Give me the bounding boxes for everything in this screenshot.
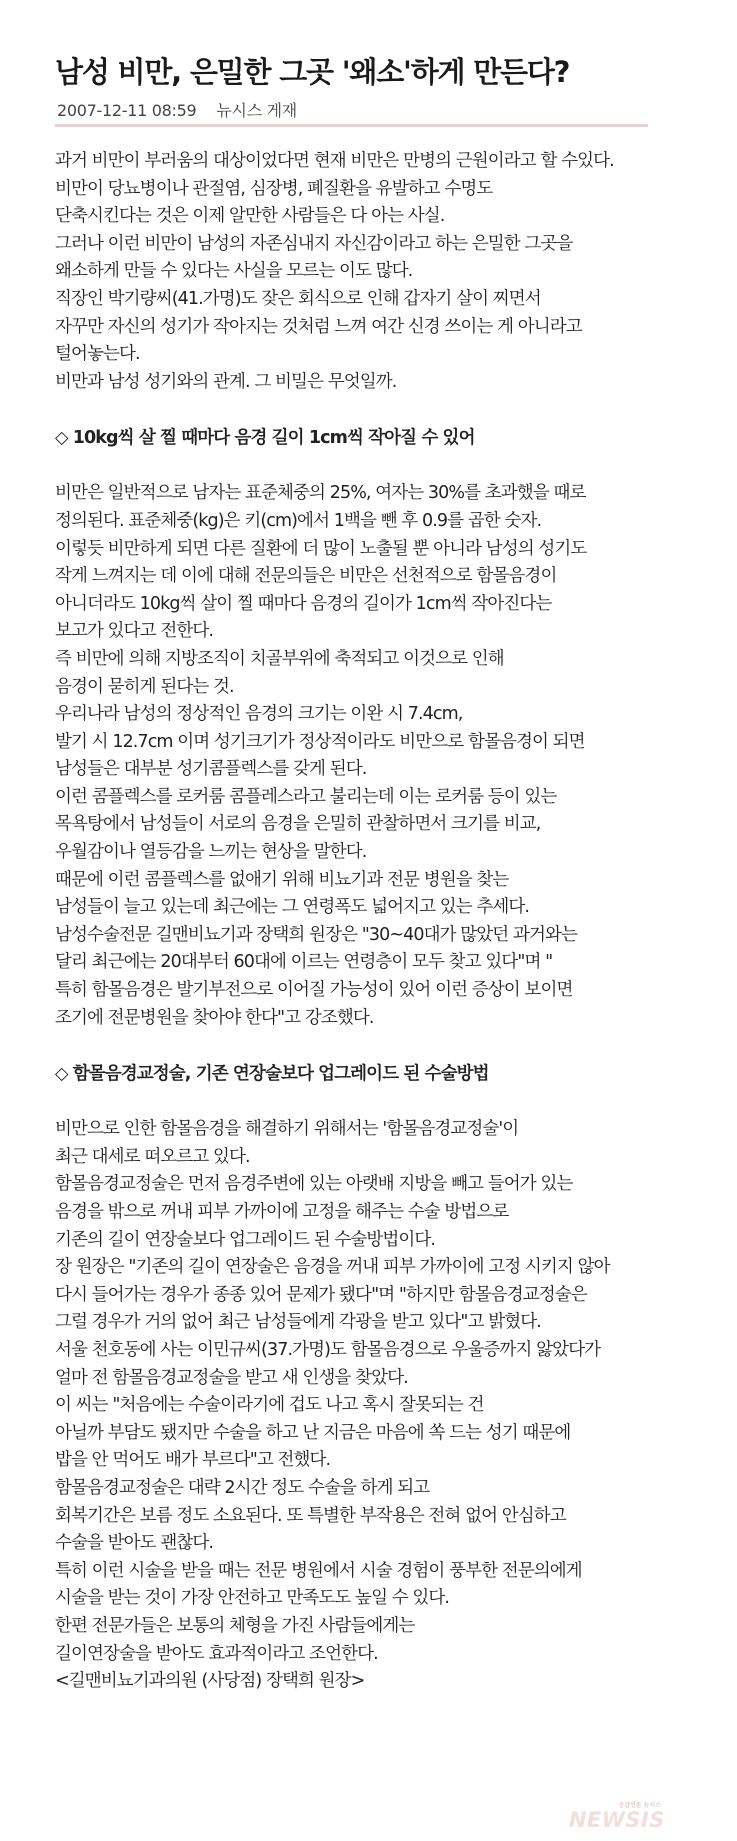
text-line: 남성들은 대부분 성기콤플렉스를 갖게 된다. [55, 759, 367, 780]
text-line: 때문에 이런 콤플렉스를 없애기 위해 비뇨기과 전문 병원을 찾는 [55, 869, 509, 890]
text-line: 한편 전문가들은 보통의 체형을 가진 사람들에게는 [55, 1615, 415, 1636]
paragraph-gap [55, 1032, 725, 1060]
section-heading-2: ◇ 함몰음경교정술, 기존 연장술보다 업그레이드 된 수술방법 [55, 1064, 489, 1085]
article-body [55, 148, 725, 1696]
paragraph-obesity [55, 480, 725, 1032]
watermark-tagline: 공감언론 뉴시스 [618, 1802, 661, 1809]
text-line: 길이연장술을 받아도 효과적이라고 조언한다. [55, 1643, 378, 1664]
text-line: 자꾸만 자신의 성기가 작아지는 것처럼 느껴 여간 신경 쓰이는 게 아니라고 [55, 316, 582, 337]
text-line: 남성들이 늘고 있는데 최근에는 그 연령폭도 넓어지고 있는 추세다. [55, 897, 530, 918]
text-line: 최근 대세로 떠오르고 있다. [55, 1146, 250, 1167]
text-line: 특히 이런 시술을 받을 때는 전문 병원에서 시술 경험이 풍부한 전문의에게 [55, 1560, 582, 1581]
text-line: 특히 함몰음경은 발기부전으로 이어질 가능성이 있어 이런 증상이 보이면 [55, 980, 573, 1001]
text-line: 얼마 전 함몰음경교정술을 받고 새 인생을 찾았다. [55, 1367, 408, 1388]
text-line: 단축시킨다는 것은 이제 알만한 사람들은 다 아는 사실. [55, 206, 445, 227]
text-line: 음경이 묻히게 된다는 것. [55, 676, 234, 697]
text-line: 조기에 전문병원을 찾아야 한다"고 강조했다. [55, 1007, 374, 1028]
text-line: 그러나 이런 비만이 남성의 자존심내지 자신감이라고 하는 은밀한 그곳을 [55, 233, 573, 254]
text-line: 즉 비만에 의해 지방조직이 치골부위에 축적되고 이것으로 인해 [55, 648, 504, 669]
article-headline: 남성 비만, 은밀한 그곳 '왜소'하게 만든다? [55, 55, 570, 89]
text-line: 직장인 박기량씨(41.가명)도 잦은 회식으로 인해 갑자기 살이 찌면서 [55, 288, 541, 309]
text-line: 우월감이나 열등감을 느끼는 현상을 말한다. [55, 842, 367, 863]
text-line: 함몰음경교정술은 대략 2시간 정도 수술을 하게 되고 [55, 1477, 430, 1498]
text-line: 목욕탕에서 남성들이 서로의 음경을 은밀히 관찰하면서 크기를 비교, [55, 814, 541, 835]
text-line: 비만은 일반적으로 남자는 표준체중의 25%, 여자는 30%를 초과했을 때로 [55, 483, 586, 504]
text-line: 비만으로 인한 함몰음경을 해결하기 위해서는 '함몰음경교정술'이 [55, 1119, 519, 1140]
text-line: 비만과 남성 성기와의 관계. 그 비밀은 무엇일까. [55, 371, 397, 392]
text-line: 남성수술전문 길맨비뇨기과 장택희 원장은 "30~40대가 많았던 과거와는 [55, 924, 577, 945]
text-line: 아닐까 부담도 됐지만 수술을 하고 난 지금은 마음에 쏙 드는 성기 때문에 [55, 1422, 571, 1443]
text-line: 정의된다. 표준체중(kg)은 키(cm)에서 1백을 뺀 후 0.9를 곱한 숫자. [55, 510, 542, 531]
newsis-logo: NEWSIS [568, 1808, 665, 1832]
article-source: 뉴시스 게재 [216, 101, 297, 120]
paragraph-gap [55, 396, 725, 424]
text-line: 우리나라 남성의 정상적인 음경의 크기는 이완 시 7.4cm, [55, 704, 463, 725]
title-divider [55, 124, 648, 127]
text-line: 서울 천호동에 사는 이민규씨(37.가명)도 함몰음경으로 우울증까지 앓았다가 [55, 1339, 601, 1360]
text-line: 털어놓는다. [55, 344, 140, 365]
text-line: <길맨비뇨기과의원 (사당점) 장택희 원장> [55, 1671, 365, 1692]
text-line: 음경을 밖으로 꺼내 피부 가까이에 고정을 해주는 수술 방법으로 [55, 1202, 509, 1222]
text-line: 달리 최근에는 20대부터 60대에 이르는 연령층이 모두 찾고 있다"며 " [55, 952, 553, 973]
section-heading-1: ◇ 10kg씩 살 찔 때마다 음경 길이 1cm씩 작아질 수 있어 [55, 428, 475, 449]
text-line: 함몰음경교정술은 먼저 음경주변에 있는 아랫배 지방을 빼고 들어가 있는 [55, 1174, 573, 1195]
text-line: 다시 들어가는 경우가 종종 있어 문제가 됐다"며 "하지만 함몰음경교정술은 [55, 1284, 587, 1305]
paragraph-gap [55, 1088, 725, 1116]
paragraph-surgery [55, 1116, 725, 1695]
paragraph-gap [55, 452, 725, 480]
text-line: 과거 비만이 부러움의 대상이었다면 현재 비만은 만병의 근원이라고 할 수있다. [55, 151, 614, 171]
newsis-watermark [568, 1800, 667, 1834]
text-line: 보고가 있다고 전한다. [55, 621, 214, 642]
text-line: 이 씨는 "처음에는 수술이라기에 겁도 나고 혹시 잘못되는 건 [55, 1395, 484, 1416]
text-line: 회복기간은 보름 정도 소요된다. 또 특별한 부작용은 전혀 없어 안심하고 [55, 1505, 566, 1526]
text-line: 수술을 받아도 괜찮다. [55, 1533, 214, 1554]
article-datetime: 2007-12-11 08:59 [57, 101, 197, 120]
byline [57, 98, 297, 121]
text-line: 장 원장은 "기존의 길이 연장술은 음경을 꺼내 피부 가까이에 고정 시키지 않아 [55, 1257, 610, 1278]
paragraph-intro [55, 148, 725, 396]
text-line: 시술을 받는 것이 가장 안전하고 만족도도 높일 수 있다. [55, 1588, 450, 1609]
text-line: 발기 시 12.7cm 이며 성기크기가 정상적이라도 비만으로 함몰음경이 되면 [55, 731, 585, 752]
text-line: 이렇듯 비만하게 되면 다른 질환에 더 많이 노출될 뿐 아니라 남성의 성기도 [55, 538, 587, 559]
text-line: 기존의 길이 연장술보다 업그레이드 된 수술방법이다. [55, 1229, 436, 1250]
text-line: 아니더라도 10kg씩 살이 찔 때마다 음경의 길이가 1cm씩 작아진다는 [55, 593, 552, 614]
text-line: 작게 느껴지는 데 이에 대해 전문의들은 비만은 선천적으로 함몰음경이 [55, 566, 557, 587]
text-line: 왜소하게 만들 수 있다는 사실을 모르는 이도 많다. [55, 261, 413, 282]
text-line: 그럴 경우가 거의 없어 최근 남성들에게 각광을 받고 있다"고 밝혔다. [55, 1312, 541, 1333]
text-line: 이런 콤플렉스를 로커룸 콤플레스라고 불리는데 이는 로커룸 등이 있는 [55, 786, 557, 807]
text-line: 비만이 당뇨병이나 관절염, 심장병, 폐질환을 유발하고 수명도 [55, 178, 493, 199]
text-line: 밥을 안 먹어도 배가 부르다"고 전했다. [55, 1450, 331, 1471]
